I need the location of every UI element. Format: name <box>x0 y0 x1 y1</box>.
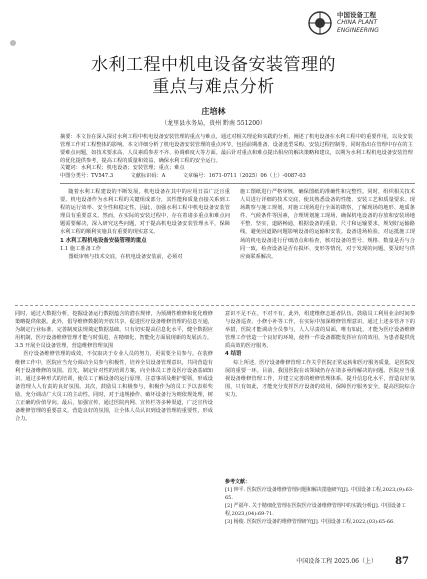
keywords: 关键词：水利工程；机电设备；安装管理；重点；难点 <box>60 165 185 171</box>
article-separator <box>15 305 415 306</box>
margin-dot <box>10 40 16 46</box>
classification-line <box>60 172 415 180</box>
journal-name-cn: 中国设备工程 <box>337 11 376 19</box>
header-rule <box>60 183 415 184</box>
paragraph-1-1-cont: 施工图纸进行严格审核，确保图纸的准确性和完整性。同时，组织相关技术人员进行详细的技术交底，使其熟悉设备的性能、安装工艺和质量要求。现场勘察与施工规划，对施工现场进行全面的勘察，了解现场的地形、地质条件、气候条件等因素，合理规划施工现场，确保机电设备的存放和安装场地平整、坚实，道路畅通，根据设备的重量、尺寸和运输要求，规划好运输路线，避免因道路问题影响设备的运输和安装。设备进场检验，对运抵施工现场的机电设备进行仔细清点和检查，核对设备的型号、规格、数量是否与合同一致，检查设备是否有损坏、变形等情况，对于发现的问题，要及时与供应商联系解决。 <box>240 189 415 260</box>
subsection-heading-1-1: 1.1 施工准备工作 <box>60 245 102 252</box>
section-heading-1: 1 水利工程机电设备安装管理的重点 <box>60 237 147 244</box>
footer-journal-issue: 中国设备工程 2025.06（上） <box>296 558 377 565</box>
reference-item: [3] 杨俊. 医院医疗设备的维修管理研究[J]. 中国设备工程,2022,(03):65-66. <box>225 519 395 525</box>
article-number: 文章编号：1671-0711（2025）06（上）-0087-03 <box>182 173 306 179</box>
author: 庄培林 <box>201 106 226 116</box>
document-code: 文献标识码：A <box>130 173 166 179</box>
references <box>225 478 415 526</box>
paragraph-1-1: 图纸审核与技术交底，在机电设备安装前，必须对 <box>68 253 183 260</box>
intro-paragraph: 随着水利工程建设的不断发展，机电设备在其中的应用日益广泛且重要。机电设备作为水利工程的关键组成部分，其性能和质量直接关系到工程的运行效率、安全性和稳定性。因此，加强水利工程中机电设备安装管理具有重要意义。然而，在实际的安装过程中，存在着诸多重点和难点问题需要解决，深入研究这些问题，对于提高机电设备安装管理水平，保障水利工程的顺利实施具有重要的现实意义。 <box>60 189 230 236</box>
clc-number: 中图分类号：TV547.3 <box>60 173 114 179</box>
prev-article-heading-3-5: 3.5 开展全员设备管理，营造维修管理氛围 <box>15 343 114 350</box>
page-number: 87 <box>395 556 409 567</box>
references-heading: 参考文献： <box>225 479 251 485</box>
conclusion-heading: 4 结语 <box>225 351 242 358</box>
reference-item: [2] 严福年. 关于精细化管理在医院医疗设备维修管理中的实践分析[J]. 中国设备工程,2023,(04):69-71. <box>225 503 406 517</box>
prev-article-paragraph: 同时，通过大数据分析，挖掘设备运行数据蕴含的潜在规律，为预测性维修和优化维修策略提供依据。此外，倡导维修数据的开放共享，促进医疗设备维修管理的信息互通，为制定行业标准、完善制度法规奠定数据基础。只有切实提高信息化水平，健全数据应用机制，医疗设备维修管理才能与时俱进，在精细化、智能化方面展现新的发展活力。 <box>15 311 213 342</box>
prev-article-paragraph-cont: 意识不足不在。不对不有，此外，组建维修志愿者队伍，鼓励员工利用业余时间参与设备巡查、小修小补等工作，在实际中加深维修管理意识，通过上述多管齐下的举措，医院才能调动全员参与，人人尽责的局面，唯有如此，才能为医疗设备维修管理工作营造一个良好的环境，使得一件设备都能发挥应有的效用，为患者提供优质高效的医疗服务。 <box>225 311 415 350</box>
affiliation: （龙里县水务局，贵州 黔南 551200） <box>161 120 266 127</box>
conclusion-paragraph: 综上所述，医疗设备维修管理工作关乎医院正常运转和医疗服务质量，是医院发展的重要一环。目前，我国医院在该领域仍存在诸多亟待解决的问题。医院应当重视设备维修管理工作，并建立完善的维修管理体系，提升信息化水平，营造良好氛围，只有如此，才能充分发挥医疗设备的效用，保障医疗服务安全，提高医院综合实力。 <box>225 359 415 398</box>
journal-name-en-1: CHINA PLANT <box>337 19 378 26</box>
left-column-bottom <box>15 310 213 423</box>
reference-item: [1] 钟平. 医院医疗设备维修管理问题和解决措施研究[J]. 中国设备工程,2023,(9):63-65. <box>225 487 414 501</box>
journal-logo-text <box>337 11 379 35</box>
journal-name-en-2: ENGINEERING <box>337 27 379 34</box>
journal-logo-icon <box>307 10 333 36</box>
right-column-top <box>240 188 415 261</box>
abstract: 摘要：本文旨在深入探讨水利工程中机电设备安装管理的重点与难点，通过对相关理论和实践的分析，阐述了机电设备在水利工程中的重要作用，以及安装管理工作对工程整体的影响。本文详细分析了机电设备安装管理的重点环节，包括前期准备、设备选型采购、安装过程控制等，同时指出在管理中存在的主要难点问题，如技术要求高、人员素质参差不齐、协调难度大等方面。最后针对重点和难点提出相应的解决策略和建议，以期为水利工程机电设备安装管理的优化提供参考，提高工程的质量和效益，确保水利工程的安全运行。 <box>60 134 413 164</box>
left-column-top <box>60 188 230 261</box>
right-column-bottom <box>225 310 415 399</box>
article-title-line2: 重点与难点分析 <box>152 77 275 97</box>
prev-article-paragraph-3-5: 医疗设备维修管理的成效，不仅取决于专业人员的努力，更需要全员参与。在装修维修工作中，医院应当充分调动全员参与积极性，培养全员设备管理意识，共同营造有利于设备维修的氛围。首先，制定针对性的培训方案，向全体员工普及医疗设备基础知识，通过多种形式的培训，使员工了解设备的运行原理、注意事项及维护要领，形成设备管理人人有责的良好氛围。其次，鼓励员工积极参与，积极作为的员工予以表彰奖励，充分调动广大员工的主动性。同时，对于违规操作、破坏设备行为则依规处理，树立正确的价值导向。最后，加强宣传，通过医院内网、宣传栏等多种渠道，广泛宣传设备维修管理的重要意义，营造良好的氛围，让全体人员认识到设备管理的重要性，形成合力。 <box>15 351 213 423</box>
article-title-line1: 水利工程中机电设备安装管理的 <box>91 55 336 75</box>
journal-logo <box>307 8 407 44</box>
